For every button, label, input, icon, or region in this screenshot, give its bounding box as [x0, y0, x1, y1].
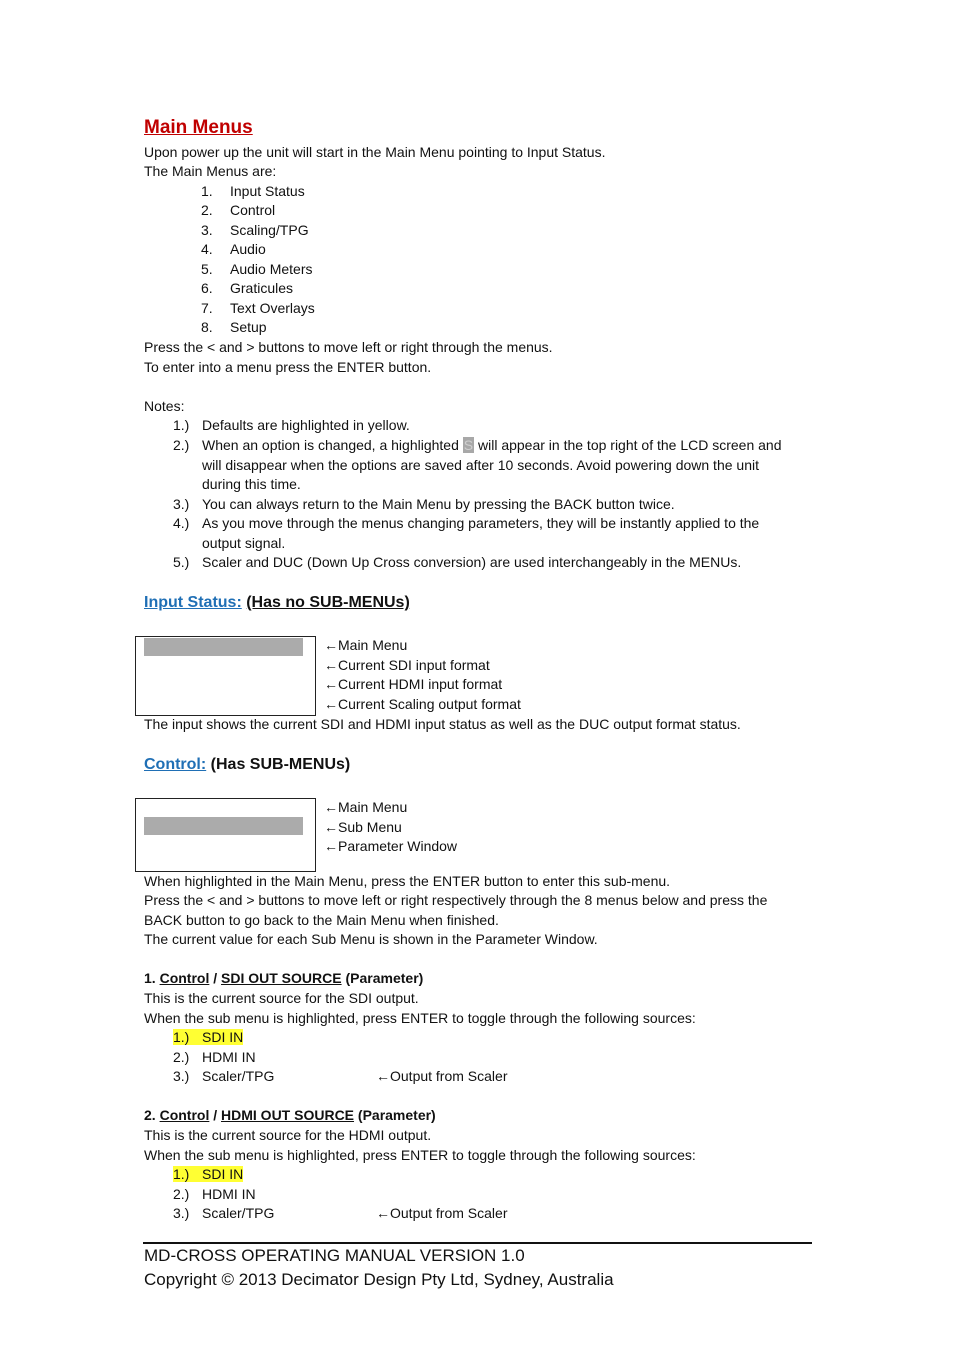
note-text: When an option is changed, a highlighted S will appear in the top right of the LCD screen and — [202, 437, 782, 453]
note-text: will disappear when the options are saved after 10 seconds. Avoid powering down the unit — [202, 457, 759, 473]
note-number: 4.) — [173, 515, 190, 531]
menu-list-item: 4. Audio — [201, 241, 266, 257]
intro-line: The Main Menus are: — [144, 163, 277, 179]
lcd-callout: ←Main Menu — [324, 799, 408, 815]
input-status-link[interactable]: Input Status: — [144, 594, 242, 611]
note-text: You can always return to the Main Menu by pressing the BACK button twice. — [202, 496, 675, 512]
menu-list-item: 3. Scaling/TPG — [201, 222, 309, 238]
menu-list-item: 7. Text Overlays — [201, 300, 315, 316]
subsection-heading-hdmi-out: 2. Control / HDMI OUT SOURCE (Parameter) — [144, 1107, 436, 1123]
option-note: ←Output from Scaler — [376, 1068, 508, 1084]
instruction-line: Press the < and > buttons to move left or right through the menus. — [144, 339, 553, 355]
section-heading-control: Control: (Has SUB-MENUs) — [144, 756, 351, 773]
control-link[interactable]: Control: — [144, 756, 207, 773]
option-default: 1.) SDI IN — [173, 1166, 244, 1182]
lcd-highlight-bar — [144, 817, 303, 835]
subsection-text: When the sub menu is highlighted, press ENTER to toggle through the following sources: — [144, 1010, 696, 1026]
option-item: 2.) HDMI IN — [173, 1186, 256, 1202]
page-title: Main Menus — [144, 117, 253, 138]
menu-list-item: 2. Control — [201, 202, 276, 218]
note-number: 1.) — [173, 417, 190, 433]
intro-line: Upon power up the unit will start in the Main Menu pointing to Input Status. — [144, 144, 606, 160]
note-number: 2.) — [173, 437, 190, 453]
lcd-screen-input-status — [135, 636, 316, 716]
option-default: 1.) SDI IN — [173, 1029, 244, 1045]
menu-list-item: 8. Setup — [201, 319, 267, 335]
notes-label: Notes: — [144, 398, 185, 414]
instruction-line: To enter into a menu press the ENTER button. — [144, 359, 432, 375]
option-note: ←Output from Scaler — [376, 1205, 508, 1221]
note-text: Defaults are highlighted in yellow. — [202, 417, 410, 433]
subsection-text: This is the current source for the SDI output. — [144, 990, 419, 1006]
lcd-screen-control — [135, 798, 316, 872]
subsection-text: This is the current source for the HDMI output. — [144, 1127, 432, 1143]
lcd-callout: ←Main Menu — [324, 637, 408, 653]
save-indicator-icon: S — [463, 437, 474, 453]
note-text: Scaler and DUC (Down Up Cross conversion) are used interchangeably in the MENUs. — [202, 554, 742, 570]
section-description: When highlighted in the Main Menu, press the ENTER button to enter this sub-menu. — [144, 873, 671, 889]
menu-list-item: 1. Input Status — [201, 183, 305, 199]
note-number: 3.) — [173, 496, 190, 512]
subsection-text: When the sub menu is highlighted, press ENTER to toggle through the following sources: — [144, 1147, 696, 1163]
section-description: BACK button to go back to the Main Menu when finished. — [144, 912, 499, 928]
menu-list-item: 6. Graticules — [201, 280, 294, 296]
note-text: output signal. — [202, 535, 286, 551]
section-description: The input shows the current SDI and HDMI input status as well as the DUC output format status. — [144, 716, 741, 732]
note-number: 5.) — [173, 554, 190, 570]
section-heading-input-status: Input Status: (Has no SUB-MENUs) — [144, 594, 410, 611]
footer-title: MD-CROSS OPERATING MANUAL VERSION 1.0 — [144, 1246, 525, 1265]
lcd-callout: ←Sub Menu — [324, 819, 402, 835]
option-item: 3.) Scaler/TPG — [173, 1205, 275, 1221]
menu-list-item: 5. Audio Meters — [201, 261, 313, 277]
lcd-callout: ←Current HDMI input format — [324, 676, 503, 692]
footer-divider — [143, 1242, 812, 1244]
footer-copyright: Copyright © 2013 Decimator Design Pty Ltd, Sydney, Australia — [144, 1270, 614, 1289]
lcd-callout: ←Current Scaling output format — [324, 696, 521, 712]
note-text: during this time. — [202, 476, 301, 492]
lcd-highlight-bar — [144, 638, 303, 656]
section-description: The current value for each Sub Menu is shown in the Parameter Window. — [144, 931, 598, 947]
note-text: As you move through the menus changing parameters, they will be instantly applied to the — [202, 515, 760, 531]
lcd-callout: ←Current SDI input format — [324, 657, 490, 673]
subsection-heading-sdi-out: 1. Control / SDI OUT SOURCE (Parameter) — [144, 970, 424, 986]
option-item: 2.) HDMI IN — [173, 1049, 256, 1065]
option-item: 3.) Scaler/TPG — [173, 1068, 275, 1084]
section-description: Press the < and > buttons to move left or right respectively through the 8 menus below and press the — [144, 892, 768, 908]
lcd-callout: ←Parameter Window — [324, 838, 458, 854]
